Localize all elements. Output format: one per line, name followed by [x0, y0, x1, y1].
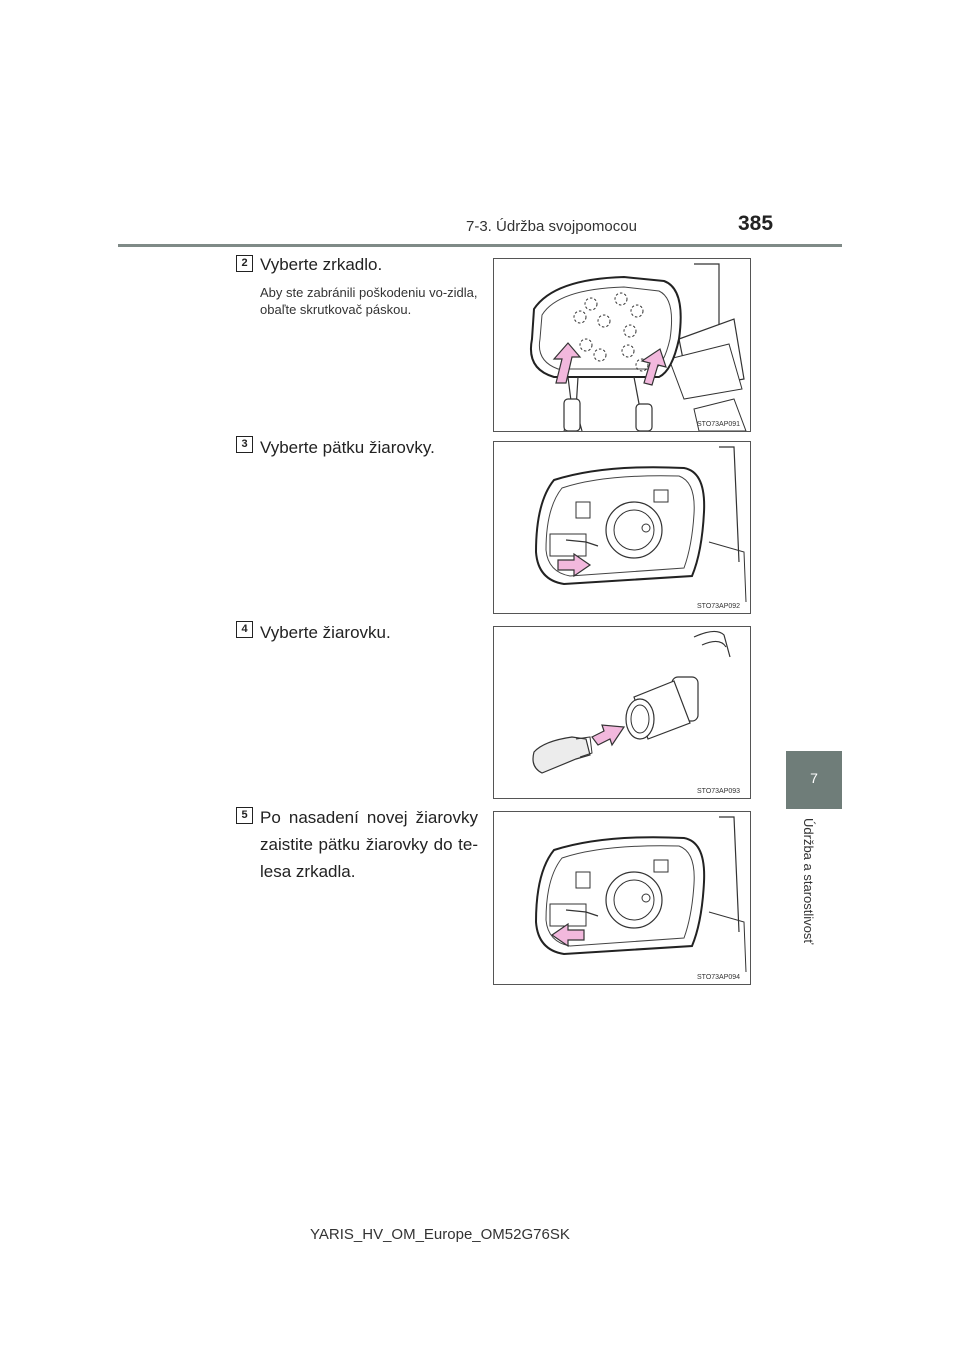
section-title: 7-3. Údržba svojpomocou: [466, 218, 637, 235]
figure-code: STO73AP093: [697, 788, 741, 795]
header-rule: [118, 244, 842, 247]
bulb-removal-illustration: [494, 627, 750, 798]
step-5-title: Po nasadení novej žiarovky zaistite pätku žiarovky do te-lesa zrkadla.: [260, 808, 478, 881]
figure-code: STO73AP092: [697, 603, 741, 610]
step-badge-5: 5: [236, 807, 253, 824]
figure-bulb-socket-removal: [493, 441, 751, 614]
figure-code: STO73AP091: [697, 421, 741, 428]
chapter-number: 7: [810, 770, 818, 786]
step-3-title: Vyberte pätku žiarovky.: [260, 438, 435, 457]
bulb-socket-illustration: [494, 442, 750, 613]
step-badge-3: 3: [236, 436, 253, 453]
figure-bulb-removal: [493, 626, 751, 799]
figure-mirror-removal: [493, 258, 751, 432]
mirror-removal-illustration: [494, 259, 750, 431]
step-4-title: Vyberte žiarovku.: [260, 623, 391, 642]
page-number: 385: [738, 212, 774, 235]
figure-code: STO73AP094: [697, 974, 741, 981]
step-2-note: Aby ste zabránili poškodeniu vo-zidla, obaľte skrutkovač páskou.: [260, 285, 478, 317]
bulb-socket-install-illustration: [494, 812, 750, 984]
step-badge-2: 2: [236, 255, 253, 272]
figure-bulb-socket-install: [493, 811, 751, 985]
step-2-title: Vyberte zrkadlo.: [260, 255, 383, 274]
footer-doc-id: YARIS_HV_OM_Europe_OM52G76SK: [310, 1226, 570, 1243]
step-badge-4: 4: [236, 621, 253, 638]
chapter-title: Údržba a starostlivosť: [801, 818, 816, 945]
